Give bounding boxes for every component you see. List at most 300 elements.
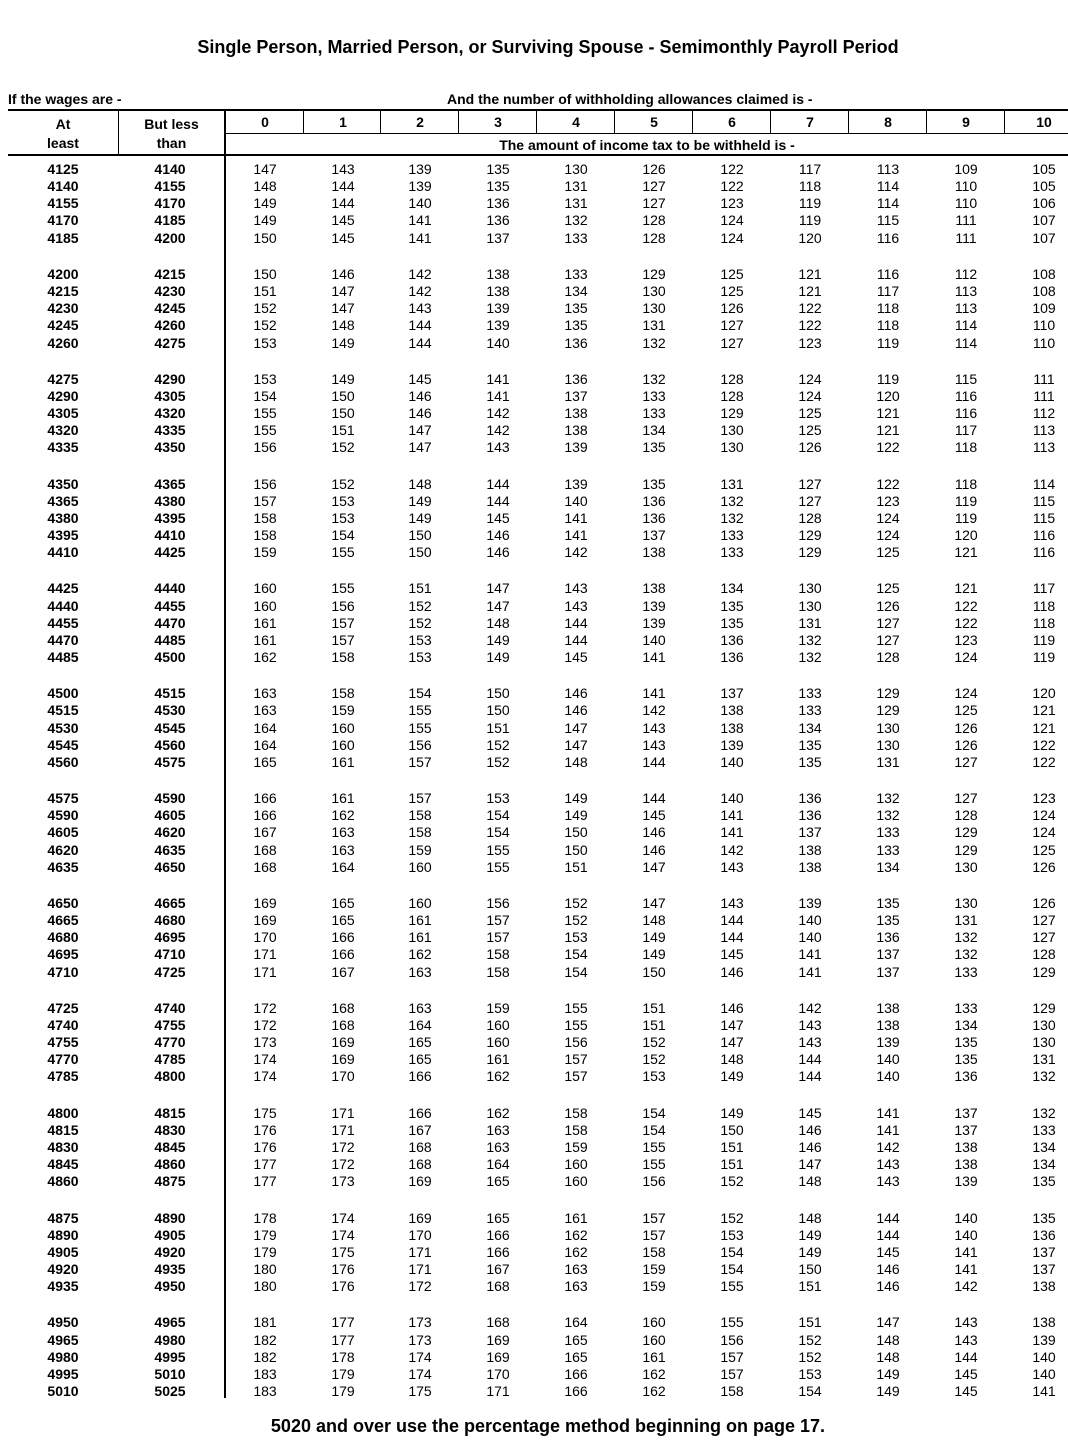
tax-amount: 122 (720, 178, 744, 195)
tax-amount: 125 (876, 580, 900, 597)
tax-amount: 134 (954, 1016, 978, 1033)
tax-amount: 118 (954, 475, 978, 492)
header-allowance-1: 1 (339, 114, 347, 130)
tax-amount: 126 (954, 736, 978, 753)
tax-amount: 142 (486, 422, 510, 439)
tax-amount: 121 (1032, 719, 1056, 736)
wage-but-less-than: 4920 (154, 1243, 186, 1260)
tax-amount: 144 (720, 929, 744, 946)
wage-at-least: 4875 (47, 1209, 79, 1226)
tax-amount: 176 (331, 1278, 355, 1295)
tax-amount: 146 (720, 963, 744, 980)
tax-amount: 124 (876, 509, 900, 526)
tax-amount: 141 (564, 527, 588, 543)
tax-amount: 156 (253, 475, 277, 492)
wage-but-less-than: 5025 (154, 1382, 186, 1399)
tax-amount: 142 (486, 405, 510, 421)
tax-amount: 113 (954, 283, 978, 299)
tax-amount: 115 (954, 370, 978, 387)
wage-at-least: 4590 (47, 807, 79, 824)
wage-at-least: 4920 (47, 1261, 79, 1277)
header-at-least-line2: least (47, 135, 79, 151)
wage-at-least: 4605 (47, 824, 79, 841)
tax-amount: 154 (720, 1261, 744, 1277)
tax-amount: 141 (1032, 1382, 1056, 1399)
tax-amount: 162 (564, 1243, 588, 1260)
wage-at-least: 4560 (47, 753, 79, 770)
tax-amount: 151 (798, 1278, 822, 1295)
tax-amount: 129 (720, 405, 744, 421)
tax-amount: 157 (331, 631, 355, 648)
wage-at-least: 4965 (47, 1331, 79, 1348)
tax-amount: 135 (486, 178, 510, 195)
tax-amount: 150 (564, 841, 588, 858)
header-allowance-10: 10 (1036, 114, 1052, 130)
tax-amount: 121 (876, 422, 900, 439)
tax-amount: 145 (331, 212, 355, 229)
tax-amount: 138 (720, 719, 744, 736)
wage-but-less-than: 4410 (154, 527, 186, 543)
tax-amount: 128 (798, 509, 822, 526)
tax-amount: 162 (486, 1104, 510, 1121)
tax-amount: 133 (876, 824, 900, 841)
wage-at-least: 4785 (47, 1068, 79, 1085)
tax-amount: 163 (486, 1121, 510, 1138)
tax-amount: 126 (720, 300, 744, 317)
tax-amount: 174 (253, 1051, 277, 1068)
tax-amount: 124 (954, 685, 978, 702)
tax-amount: 138 (1032, 1278, 1056, 1295)
tax-amount: 151 (720, 1139, 744, 1155)
tax-amount: 129 (798, 527, 822, 543)
wage-but-less-than: 4200 (154, 229, 186, 246)
tax-amount: 154 (253, 387, 277, 404)
tax-amount: 151 (331, 422, 355, 439)
tax-amount: 137 (1032, 1243, 1056, 1260)
tax-amount: 157 (720, 1365, 744, 1382)
wage-at-least: 4620 (47, 841, 79, 858)
tax-amount: 145 (720, 946, 744, 963)
tax-amount: 172 (408, 1278, 432, 1295)
tax-amount: 132 (1032, 1068, 1056, 1085)
wage-but-less-than: 4185 (154, 212, 186, 229)
tax-amount: 132 (720, 492, 744, 509)
tax-amount: 118 (798, 178, 822, 195)
tax-amount: 163 (408, 963, 432, 980)
tax-amount: 134 (564, 283, 588, 299)
tax-amount: 166 (408, 1068, 432, 1085)
tax-amount: 177 (253, 1173, 277, 1190)
tax-amount: 173 (408, 1314, 432, 1331)
tax-amount: 124 (954, 649, 978, 665)
tax-amount: 126 (876, 597, 900, 614)
tax-amount: 138 (486, 265, 510, 282)
tax-amount: 170 (486, 1365, 510, 1382)
tax-amount: 146 (564, 685, 588, 702)
tax-amount: 129 (1032, 963, 1056, 980)
wage-at-least: 4140 (47, 178, 79, 195)
header-but-less-line2: than (156, 135, 187, 151)
tax-amount: 148 (642, 912, 666, 929)
tax-amount: 152 (408, 597, 432, 614)
header-but-less-line1: But less (144, 116, 199, 132)
tax-amount: 163 (331, 841, 355, 858)
tax-amount: 142 (876, 1139, 900, 1155)
tax-amount: 168 (408, 1156, 432, 1173)
wage-at-least: 4935 (47, 1278, 79, 1295)
tax-amount: 124 (720, 212, 744, 229)
tax-amount: 107 (1032, 212, 1056, 229)
wage-at-least: 4575 (47, 790, 79, 807)
wage-at-least: 4380 (47, 509, 79, 526)
tax-amount: 150 (331, 405, 355, 421)
tax-amount: 131 (642, 317, 666, 334)
tax-amount: 150 (486, 685, 510, 702)
tax-amount: 174 (253, 1068, 277, 1085)
header-at-least-line1: At (55, 116, 71, 132)
tax-amount: 137 (798, 824, 822, 841)
tax-amount: 150 (253, 265, 277, 282)
tax-amount: 164 (253, 736, 277, 753)
tax-amount: 155 (720, 1278, 744, 1295)
tax-amount: 150 (798, 1261, 822, 1277)
tax-amount: 122 (1032, 753, 1056, 770)
wage-but-less-than: 4335 (154, 422, 186, 439)
tax-amount: 180 (253, 1261, 277, 1277)
tax-amount: 144 (954, 1348, 978, 1365)
tax-amount: 112 (1032, 405, 1056, 421)
tax-amount: 160 (642, 1331, 666, 1348)
tax-amount: 125 (720, 265, 744, 282)
tax-amount: 160 (642, 1314, 666, 1331)
tax-amount: 140 (954, 1226, 978, 1243)
wage-but-less-than: 4620 (154, 824, 186, 841)
tax-amount: 165 (408, 1034, 432, 1051)
tax-amount: 163 (331, 824, 355, 841)
tax-amount: 133 (564, 229, 588, 246)
tax-amount: 165 (486, 1209, 510, 1226)
tax-amount: 133 (642, 405, 666, 421)
tax-amount: 163 (486, 1139, 510, 1155)
tax-amount: 132 (876, 807, 900, 824)
tax-amount: 144 (408, 317, 432, 334)
tax-amount: 149 (253, 195, 277, 212)
wage-but-less-than: 4890 (154, 1209, 186, 1226)
header-allowance-0: 0 (261, 114, 269, 130)
tax-amount: 150 (486, 702, 510, 719)
tax-amount: 168 (486, 1314, 510, 1331)
tax-amount: 164 (408, 1016, 432, 1033)
tax-amount: 166 (331, 929, 355, 946)
tax-amount: 135 (876, 894, 900, 911)
tax-amount: 143 (954, 1314, 978, 1331)
tax-amount: 111 (1033, 387, 1055, 404)
tax-amount: 135 (798, 736, 822, 753)
tax-amount: 128 (954, 807, 978, 824)
tax-amount: 122 (1032, 736, 1056, 753)
tax-amount: 161 (331, 753, 355, 770)
tax-amount: 155 (642, 1156, 666, 1173)
tax-amount: 139 (1032, 1331, 1056, 1348)
tax-amount: 176 (253, 1139, 277, 1155)
tax-amount: 169 (331, 1034, 355, 1051)
tax-amount: 119 (876, 334, 900, 351)
tax-amount: 149 (486, 631, 510, 648)
tax-amount: 112 (954, 265, 978, 282)
tax-amount: 153 (408, 631, 432, 648)
tax-amount: 130 (954, 858, 978, 875)
tax-amount: 146 (876, 1261, 900, 1277)
tax-amount: 151 (720, 1156, 744, 1173)
tax-amount: 162 (486, 1068, 510, 1085)
wage-but-less-than: 4245 (154, 300, 186, 317)
tax-amount: 137 (642, 527, 666, 543)
tax-amount: 145 (798, 1104, 822, 1121)
tax-amount: 142 (408, 265, 432, 282)
tax-amount: 175 (331, 1243, 355, 1260)
tax-amount: 137 (564, 387, 588, 404)
tax-amount: 116 (876, 229, 900, 246)
tax-amount: 158 (253, 527, 277, 543)
tax-amount: 149 (331, 334, 355, 351)
wage-at-least: 4545 (47, 736, 79, 753)
tax-amount: 152 (486, 753, 510, 770)
tax-amount: 118 (954, 439, 978, 456)
tax-amount: 146 (486, 544, 510, 561)
wage-but-less-than: 4755 (154, 1016, 186, 1033)
tax-amount: 173 (253, 1034, 277, 1051)
tax-amount: 169 (253, 894, 277, 911)
tax-amount: 144 (486, 475, 510, 492)
wage-at-least: 4530 (47, 719, 79, 736)
tax-amount: 171 (253, 963, 277, 980)
wage-but-less-than: 4425 (154, 544, 186, 561)
header-allowance-4: 4 (572, 114, 580, 130)
tax-amount: 152 (720, 1209, 744, 1226)
wage-but-less-than: 4740 (154, 999, 186, 1016)
tax-amount: 166 (564, 1365, 588, 1382)
tax-amount: 132 (720, 509, 744, 526)
tax-amount: 161 (408, 912, 432, 929)
tax-amount: 136 (798, 807, 822, 824)
tax-amount: 143 (876, 1156, 900, 1173)
tax-amount: 154 (564, 946, 588, 963)
tax-amount: 165 (564, 1348, 588, 1365)
amount-label: The amount of income tax to be withheld is - (499, 137, 795, 153)
tax-amount: 145 (642, 807, 666, 824)
tax-amount: 128 (642, 212, 666, 229)
tax-amount: 140 (564, 492, 588, 509)
tax-amount: 131 (564, 178, 588, 195)
tax-amount: 152 (253, 300, 277, 317)
tax-amount: 144 (408, 334, 432, 351)
tax-amount: 141 (642, 685, 666, 702)
wage-but-less-than: 4785 (154, 1051, 186, 1068)
tax-amount: 171 (253, 946, 277, 963)
tax-amount: 163 (253, 685, 277, 702)
tax-amount: 135 (564, 300, 588, 317)
tax-amount: 136 (486, 212, 510, 229)
tax-amount: 165 (331, 912, 355, 929)
tax-amount: 139 (642, 597, 666, 614)
tax-amount: 139 (486, 300, 510, 317)
footer-note: 5020 and over use the percentage method beginning on page 17. (270, 1416, 826, 1436)
tax-amount: 173 (331, 1173, 355, 1190)
wage-but-less-than: 4350 (154, 439, 186, 456)
tax-amount: 127 (642, 178, 666, 195)
tax-amount: 124 (876, 527, 900, 543)
header-at-least (8, 115, 118, 153)
wage-at-least: 4665 (47, 912, 79, 929)
tax-amount: 130 (876, 719, 900, 736)
tax-amount: 160 (486, 1016, 510, 1033)
tax-amount: 124 (720, 229, 744, 246)
tax-amount: 166 (486, 1243, 510, 1260)
wage-but-less-than: 4635 (154, 841, 186, 858)
tax-amount: 139 (486, 317, 510, 334)
tax-amount: 163 (253, 702, 277, 719)
tax-amount: 105 (1032, 161, 1056, 177)
tax-amount: 145 (408, 370, 432, 387)
tax-amount: 127 (798, 492, 822, 509)
wage-at-least: 4830 (47, 1139, 79, 1155)
tax-amount: 137 (486, 229, 510, 246)
tax-amount: 130 (1032, 1016, 1056, 1033)
tax-amount: 130 (720, 439, 744, 456)
wage-but-less-than: 4845 (154, 1139, 186, 1155)
tax-amount: 161 (408, 929, 432, 946)
tax-amount: 122 (954, 614, 978, 631)
tax-amount: 155 (408, 719, 432, 736)
wage-but-less-than: 4305 (154, 387, 186, 404)
tax-amount: 147 (720, 1034, 744, 1051)
tax-amount: 119 (954, 492, 978, 509)
tax-amount: 126 (1032, 858, 1056, 875)
tax-amount: 135 (1032, 1173, 1056, 1190)
tax-amount: 158 (486, 963, 510, 980)
tax-amount: 164 (564, 1314, 588, 1331)
tax-amount: 150 (253, 229, 277, 246)
tax-amount: 137 (876, 963, 900, 980)
tax-amount: 133 (798, 685, 822, 702)
wage-at-least: 4215 (47, 283, 79, 299)
tax-amount: 147 (486, 580, 510, 597)
wage-but-less-than: 4905 (154, 1226, 186, 1243)
tax-amount: 109 (954, 161, 978, 177)
tax-amount: 154 (331, 527, 355, 543)
tax-amount: 143 (331, 161, 355, 177)
tax-amount: 129 (642, 265, 666, 282)
tax-amount: 168 (253, 841, 277, 858)
header-bottom-rule (8, 154, 1068, 156)
wage-at-least: 4815 (47, 1121, 79, 1138)
tax-amount: 154 (642, 1121, 666, 1138)
tax-amount: 132 (1032, 1104, 1056, 1121)
wage-at-least: 4770 (47, 1051, 79, 1068)
tax-amount: 132 (954, 946, 978, 963)
tax-amount: 152 (564, 894, 588, 911)
tax-amount: 153 (331, 509, 355, 526)
tax-amount: 134 (1032, 1156, 1056, 1173)
wage-at-least: 4995 (47, 1365, 79, 1382)
tax-amount: 124 (798, 370, 822, 387)
tax-amount: 146 (408, 387, 432, 404)
tax-amount: 145 (564, 649, 588, 665)
tax-amount: 146 (798, 1139, 822, 1155)
tax-amount: 114 (1032, 475, 1056, 492)
wage-at-least: 4245 (47, 317, 79, 334)
tax-amount: 140 (486, 334, 510, 351)
wage-at-least: 4335 (47, 439, 79, 456)
tax-amount: 158 (564, 1121, 588, 1138)
tax-amount: 155 (486, 858, 510, 875)
wage-but-less-than: 4935 (154, 1261, 186, 1277)
tax-amount: 171 (408, 1261, 432, 1277)
tax-amount: 138 (564, 405, 588, 421)
tax-amount: 151 (642, 999, 666, 1016)
header-allowance-6: 6 (728, 114, 736, 130)
tax-amount: 144 (564, 614, 588, 631)
wage-but-less-than: 4680 (154, 912, 186, 929)
wages-label: If the wages are - (8, 91, 122, 107)
tax-amount: 139 (564, 439, 588, 456)
tax-amount: 131 (954, 912, 978, 929)
tax-amount: 178 (331, 1348, 355, 1365)
tax-amount: 157 (253, 492, 277, 509)
tax-amount: 149 (720, 1068, 744, 1085)
tax-amount: 162 (331, 807, 355, 824)
tax-amount: 111 (955, 229, 977, 246)
page-title: Single Person, Married Person, or Surviving Spouse - Semimonthly Payroll Period (197, 37, 899, 57)
tax-amount: 106 (1032, 195, 1056, 212)
tax-amount: 159 (408, 841, 432, 858)
wage-but-less-than: 4575 (154, 753, 186, 770)
wage-at-least: 4305 (47, 405, 79, 421)
tax-amount: 157 (564, 1051, 588, 1068)
tax-amount: 169 (486, 1331, 510, 1348)
tax-amount: 107 (1032, 229, 1056, 246)
wage-but-less-than: 4470 (154, 614, 186, 631)
tax-amount: 132 (642, 370, 666, 387)
tax-amount: 127 (1032, 912, 1056, 929)
tax-amount: 167 (331, 963, 355, 980)
tax-amount: 114 (876, 195, 900, 212)
tax-amount: 121 (798, 283, 822, 299)
header-allowance-7: 7 (806, 114, 814, 130)
tax-amount: 155 (564, 1016, 588, 1033)
tax-amount: 125 (798, 405, 822, 421)
wage-at-least: 4845 (47, 1156, 79, 1173)
tax-amount: 144 (876, 1226, 900, 1243)
tax-amount: 138 (564, 422, 588, 439)
tax-amount: 168 (486, 1278, 510, 1295)
tax-amount: 145 (954, 1365, 978, 1382)
tax-amount: 159 (642, 1261, 666, 1277)
tax-amount: 138 (798, 858, 822, 875)
tax-amount: 151 (486, 719, 510, 736)
tax-amount: 141 (798, 946, 822, 963)
tax-amount: 130 (954, 894, 978, 911)
tax-amount: 116 (954, 387, 978, 404)
header-allowance-5: 5 (650, 114, 658, 130)
wage-but-less-than: 4455 (154, 597, 186, 614)
tax-amount: 131 (720, 475, 744, 492)
tax-amount: 146 (486, 527, 510, 543)
tax-amount: 127 (798, 475, 822, 492)
tax-amount: 136 (486, 195, 510, 212)
tax-amount: 144 (486, 492, 510, 509)
tax-amount: 115 (876, 212, 900, 229)
